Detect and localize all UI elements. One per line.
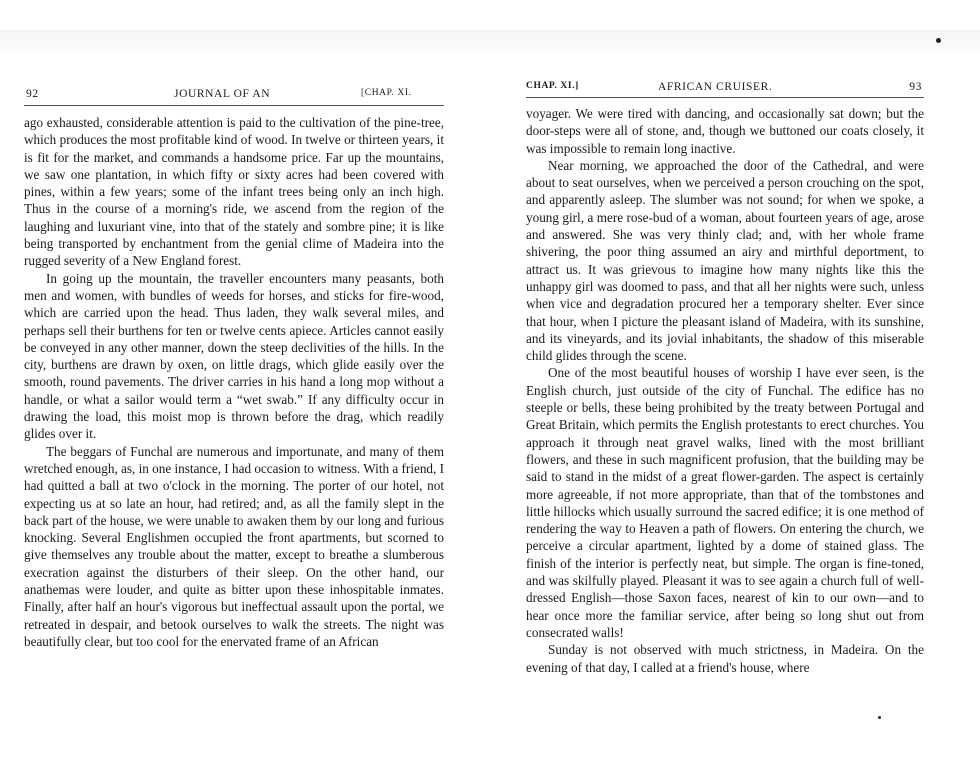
right-header-rule: [526, 97, 924, 98]
left-chapter-label: [CHAP. XI.: [361, 88, 412, 98]
right-chapter-label: CHAP. XI.]: [526, 81, 579, 91]
paragraph: One of the most beautiful houses of worship I have ever seen, is the English church, just outside of the city of Funchal. The edifice has no steeple or bells, these being prohibited by the treaty between Portugal and Great Britain, which permits the English protestants to erect churches. You approach it through neat gravel walks, lined with the most brilliant flowers, and these in such magnificent profusion, that the building may be said to stand in the midst of a great flower-garden. The aspect is certainly more agreeable, if not more appropriate, than that of the tombstones and little hillocks which usually surround the sacred edifice; it is one method of rendering the way to Heaven a path of flowers. On entering the church, we perceive a circular apartment, lighted by a dome of stained glass. The finish of the interior is perfectly neat, but simple. The organ is fine-toned, and was skilfully played. Pleasant it was to see again a church full of well-dressed English—those Saxon faces, nearest of kin to our own—and to hear once more the familiar service, after being so long shut out from consecrated walls!: [526, 365, 924, 640]
paragraph: Near morning, we approached the door of the Cathedral, and were about to seat ourselves, when we perceived a person crouching on the spot, and apparently asleep. The slumber was not sound; for when we spoke, a young girl, a mere rose-bud of a woman, about fourteen years of age, arose and answered. She was very thinly clad; and, with her whole frame shivering, the poor thing assumed an airy and mirthful deportment, to attract us. It was grievous to imagine how many nights like this the unhappy girl was doomed to pass, and that all her nights were such, unless when vice and degradation procured her a temporary shelter. Ever since that hour, when I picture the pleasant island of Madeira, with its sunshine, and its vineyards, and its jovial inhabitants, the shadow of this miserable child glides through the scene.: [526, 157, 924, 364]
left-header-rule: [24, 105, 444, 106]
left-page-body: [24, 114, 444, 650]
left-running-title: JOURNAL OF AN: [174, 88, 271, 100]
paragraph: In going up the mountain, the traveller encounters many peasants, both men and women, with bundles of weeds for horses, and sticks for fire-wood, which are carried upon the head. Thus laden, they walk several miles, and perhaps sell their burthens for ten or twelve cents apiece. Articles cannot easily be conveyed in any other manner, down the steep declivities of the hills. In the city, burthens are drawn by oxen, on little drags, which glide easily over the smooth, round pavements. The driver carries in his hand a long mop without a handle, or what a sailor would term a “wet swab.” If any difficulty occur in drawing the load, this moist mop is thrown before the drag, which readily glides over it.: [24, 270, 444, 442]
scan-speck: [878, 716, 881, 719]
paragraph: Sunday is not observed with much strictness, in Madeira. On the evening of that day, I called at a friend's house, where: [526, 642, 924, 675]
scan-speck: [936, 38, 941, 43]
right-running-title: AFRICAN CRUISER.: [658, 81, 773, 93]
paragraph: The beggars of Funchal are numerous and importunate, and many of them wretched enough, as, in one instance, I had occasion to witness. With a friend, I had quitted a ball at two o'clock in the morning. The porter of our hotel, not expecting us at so late an hour, had retired; and, as all the family slept in the back part of the house, we were unable to awaken them by our long and furious knocking. Several Englishmen occupied the front apartments, but scorned to give themselves any trouble about the matter, except to breathe a slumberous execration against the disturbers of their sleep. On the other hand, our anathemas were louder, and quite as bitter upon these inhospitable inmates. Finally, after half an hour's vigorous but ineffectual assault upon the portal, we retreated in despair, and betook ourselves to walk the streets. The night was beautifully clear, but too cool for the enervated frame of an African: [24, 443, 445, 649]
paragraph: ago exhausted, considerable attention is paid to the cultivation of the pine-tree, which produces the most profitable kind of wood. In twelve or thirteen years, it is fit for the market, and commands a handsome price. Far up the mountains, we saw one plantation, in which fifty or sixty acres had been covered with pines, within a few years; some of the infant trees being only an inch high. Thus in the course of a morning's ride, we ascend from the region of the laughing and luxuriant vine, into that of the stately and sombre pine; it is like being transported by enchantment from the genial clime of Madeira into the rugged severity of a New England forest.: [24, 115, 444, 269]
paragraph: voyager. We were tired with dancing, and occasionally sat down; but the door-steps were all of stone, and, though we buttoned our coats closely, it was impossible to remain long inactive.: [526, 106, 924, 156]
left-running-header: [24, 88, 444, 106]
left-page-number: 92: [26, 88, 39, 100]
right-page-body: [526, 105, 924, 676]
right-page-number: 93: [909, 81, 922, 93]
